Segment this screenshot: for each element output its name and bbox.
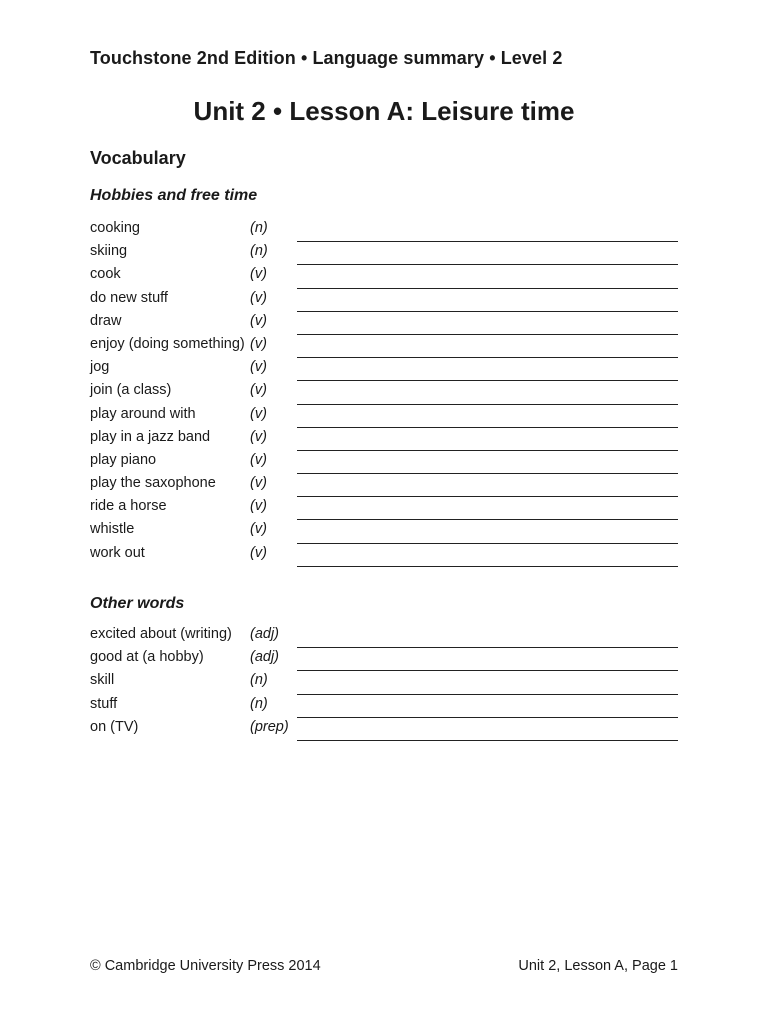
- vocab-row: [90, 427, 680, 450]
- part-of-speech: (adj): [250, 626, 280, 642]
- part-of-speech: (v): [250, 475, 267, 492]
- part-of-speech: (v): [250, 428, 267, 445]
- part-of-speech: (v): [250, 498, 267, 515]
- vocab-word: play the saxophone: [90, 475, 216, 492]
- part-of-speech: (v): [250, 312, 267, 329]
- vocab-row: [90, 311, 680, 334]
- vocab-row: [90, 334, 680, 357]
- part-of-speech: (n): [250, 672, 268, 689]
- part-of-speech: (v): [250, 335, 267, 352]
- page-title: Unit 2 • Lesson A: Leisure time: [193, 96, 575, 126]
- vocab-word: play piano: [90, 451, 157, 468]
- vocab-word: whistle: [90, 521, 135, 538]
- vocab-word: on (TV): [90, 718, 139, 735]
- vocab-word: excited about (writing): [90, 626, 232, 642]
- vocab-word: good at (a hobby): [90, 649, 204, 666]
- vocab-word: join (a class): [90, 382, 172, 399]
- vocab-row: [90, 264, 680, 287]
- part-of-speech: (v): [250, 521, 267, 538]
- vocab-word: enjoy (doing something): [90, 335, 245, 352]
- part-of-speech: (n): [250, 695, 268, 712]
- answer-line[interactable]: [297, 566, 678, 567]
- vocab-row: [90, 218, 680, 241]
- answer-line[interactable]: [297, 740, 678, 741]
- vocab-word: work out: [90, 544, 145, 561]
- vocab-row: [90, 357, 680, 380]
- vocab-word: ride a horse: [90, 498, 167, 515]
- group-heading-other-words: Other words: [90, 595, 185, 612]
- vocab-word: skiing: [90, 243, 128, 260]
- vocab-row: [90, 450, 680, 473]
- vocab-row: [90, 543, 680, 566]
- part-of-speech: (v): [250, 289, 267, 306]
- vocab-word: draw: [90, 312, 122, 329]
- section-heading-vocabulary: Vocabulary: [90, 148, 186, 168]
- vocab-word: cook: [90, 266, 121, 283]
- vocab-row: [90, 694, 680, 717]
- footer-page-info: Unit 2, Lesson A, Page 1: [518, 958, 678, 974]
- part-of-speech: (adj): [250, 649, 280, 666]
- vocab-word: jog: [90, 359, 110, 376]
- part-of-speech: (v): [250, 266, 267, 283]
- group-heading-hobbies: Hobbies and free time: [90, 187, 258, 204]
- vocab-row: [90, 647, 680, 670]
- vocab-row: [90, 404, 680, 427]
- vocab-list-hobbies: [90, 218, 680, 566]
- vocab-word: do new stuff: [90, 289, 168, 306]
- vocab-row: [90, 473, 680, 496]
- vocab-row: [90, 288, 680, 311]
- part-of-speech: (v): [250, 359, 267, 376]
- vocab-word: cooking: [90, 220, 140, 236]
- vocab-row: [90, 519, 680, 542]
- footer-copyright: © Cambridge University Press 2014: [90, 958, 321, 974]
- vocab-word: play around with: [90, 405, 196, 422]
- vocab-list-other-words: [90, 624, 680, 740]
- vocab-row: [90, 496, 680, 519]
- document-header: Touchstone 2nd Edition • Language summary • Level 2: [90, 48, 563, 68]
- vocab-word: play in a jazz band: [90, 428, 211, 445]
- part-of-speech: (prep): [250, 718, 289, 735]
- vocab-row: [90, 380, 680, 403]
- vocab-row: [90, 670, 680, 693]
- vocab-row: [90, 624, 680, 647]
- part-of-speech: (n): [250, 243, 268, 260]
- part-of-speech: (v): [250, 405, 267, 422]
- part-of-speech: (v): [250, 382, 267, 399]
- vocab-word: stuff: [90, 695, 118, 712]
- part-of-speech: (v): [250, 451, 267, 468]
- vocab-row: [90, 717, 680, 740]
- part-of-speech: (v): [250, 544, 267, 561]
- vocab-row: [90, 241, 680, 264]
- part-of-speech: (n): [250, 220, 268, 236]
- vocab-word: skill: [90, 672, 115, 689]
